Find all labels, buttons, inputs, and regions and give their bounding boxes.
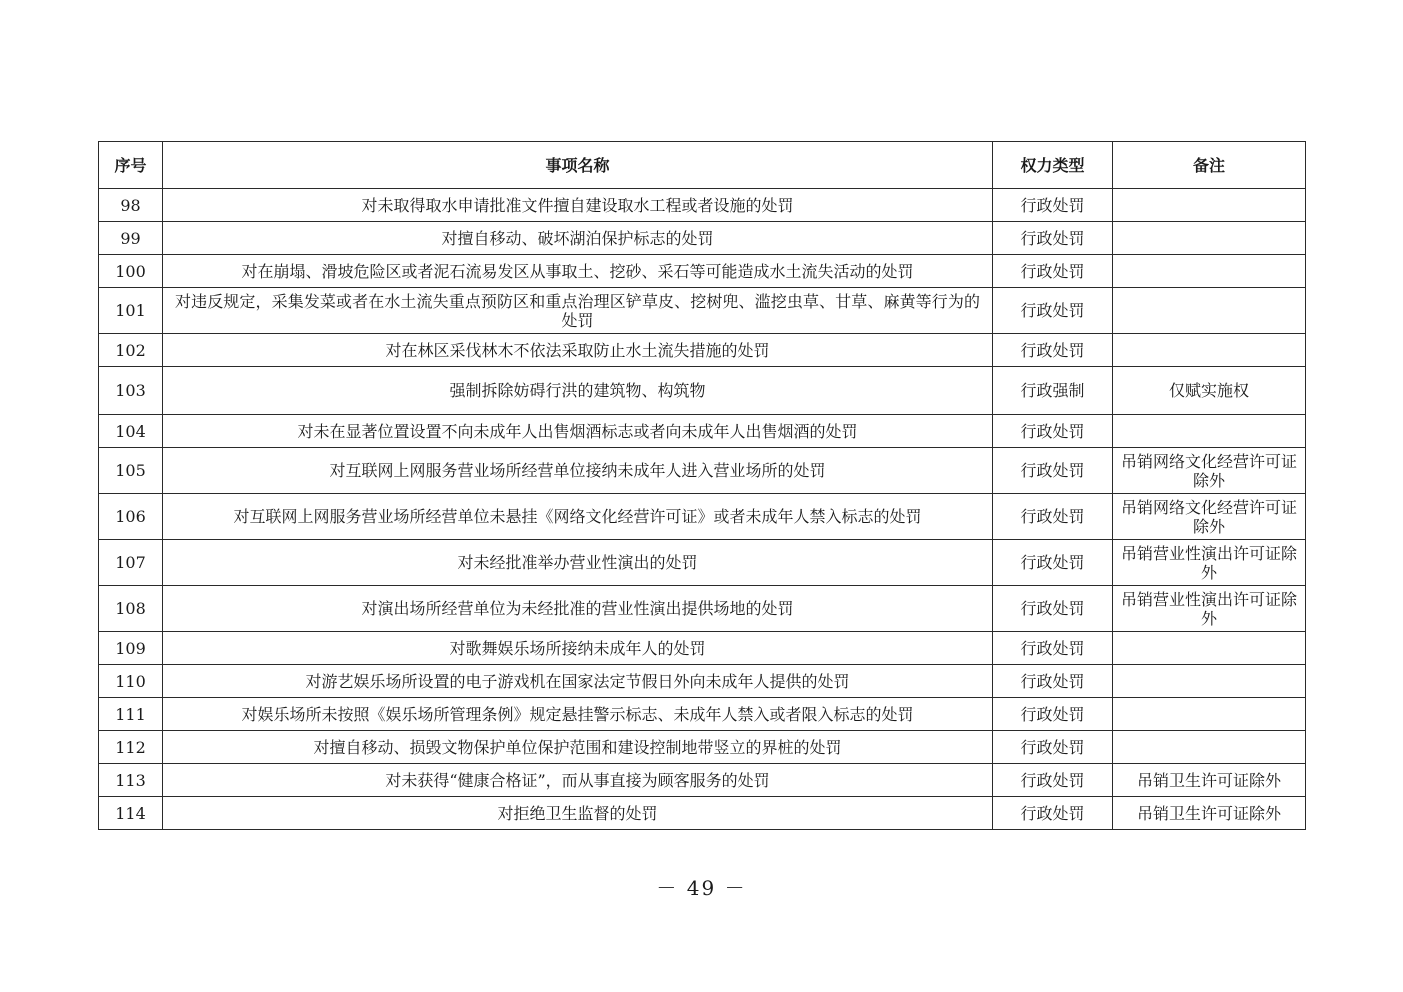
cell-name: 对互联网上网服务营业场所经营单位未悬挂《网络文化经营许可证》或者未成年人禁入标志的处罚: [163, 494, 993, 540]
table-row: [99, 288, 1306, 334]
cell-note: [1113, 665, 1306, 698]
table-row: [99, 764, 1306, 797]
cell-type: 行政处罚: [993, 255, 1113, 288]
cell-type: 行政处罚: [993, 731, 1113, 764]
cell-type: 行政处罚: [993, 632, 1113, 665]
cell-type: 行政处罚: [993, 448, 1113, 494]
cell-no: 99: [99, 222, 163, 255]
table-row: [99, 448, 1306, 494]
cell-note: [1113, 415, 1306, 448]
table-row: [99, 665, 1306, 698]
cell-note: [1113, 255, 1306, 288]
cell-name: 对未经批准举办营业性演出的处罚: [163, 540, 993, 586]
power-list-table-container: [98, 141, 1305, 830]
cell-name: 强制拆除妨碍行洪的建筑物、构筑物: [163, 367, 993, 415]
table-row: [99, 698, 1306, 731]
cell-note: 吊销网络文化经营许可证除外: [1113, 494, 1306, 540]
cell-name: 对未取得取水申请批准文件擅自建设取水工程或者设施的处罚: [163, 189, 993, 222]
cell-no: 98: [99, 189, 163, 222]
cell-no: 108: [99, 586, 163, 632]
cell-no: 105: [99, 448, 163, 494]
cell-type: 行政处罚: [993, 797, 1113, 830]
cell-type: 行政强制: [993, 367, 1113, 415]
cell-name: 对擅自移动、损毁文物保护单位保护范围和建设控制地带竖立的界桩的处罚: [163, 731, 993, 764]
cell-note: 吊销卫生许可证除外: [1113, 797, 1306, 830]
cell-type: 行政处罚: [993, 586, 1113, 632]
cell-note: [1113, 731, 1306, 764]
table-row: [99, 540, 1306, 586]
cell-name: 对游艺娱乐场所设置的电子游戏机在国家法定节假日外向未成年人提供的处罚: [163, 665, 993, 698]
cell-type: 行政处罚: [993, 334, 1113, 367]
cell-no: 112: [99, 731, 163, 764]
cell-note: [1113, 189, 1306, 222]
table-row: [99, 367, 1306, 415]
cell-type: 行政处罚: [993, 540, 1113, 586]
cell-note: 吊销营业性演出许可证除外: [1113, 586, 1306, 632]
cell-no: 104: [99, 415, 163, 448]
cell-type: 行政处罚: [993, 665, 1113, 698]
cell-no: 114: [99, 797, 163, 830]
cell-no: 110: [99, 665, 163, 698]
cell-no: 103: [99, 367, 163, 415]
table-row: [99, 334, 1306, 367]
cell-note: 吊销网络文化经营许可证除外: [1113, 448, 1306, 494]
table-header-row: [99, 142, 1306, 189]
cell-no: 107: [99, 540, 163, 586]
table-row: [99, 189, 1306, 222]
cell-name: 对违反规定，采集发菜或者在水土流失重点预防区和重点治理区铲草皮、挖树兜、滥挖虫草、甘草、麻黄等行为的处罚: [163, 288, 993, 334]
cell-note: 吊销营业性演出许可证除外: [1113, 540, 1306, 586]
cell-name: 对演出场所经营单位为未经批准的营业性演出提供场地的处罚: [163, 586, 993, 632]
cell-type: 行政处罚: [993, 415, 1113, 448]
cell-no: 109: [99, 632, 163, 665]
table-row: [99, 222, 1306, 255]
table-row: [99, 586, 1306, 632]
cell-name: 对在林区采伐林木不依法采取防止水土流失措施的处罚: [163, 334, 993, 367]
table-row: [99, 255, 1306, 288]
cell-name: 对擅自移动、破坏湖泊保护标志的处罚: [163, 222, 993, 255]
cell-note: [1113, 334, 1306, 367]
header-no: 序号: [99, 142, 163, 189]
cell-no: 113: [99, 764, 163, 797]
cell-type: 行政处罚: [993, 698, 1113, 731]
table-row: [99, 632, 1306, 665]
table-row: [99, 415, 1306, 448]
cell-name: 对未在显著位置设置不向未成年人出售烟酒标志或者向未成年人出售烟酒的处罚: [163, 415, 993, 448]
table-row: [99, 494, 1306, 540]
cell-no: 102: [99, 334, 163, 367]
cell-note: [1113, 288, 1306, 334]
cell-type: 行政处罚: [993, 288, 1113, 334]
cell-note: 仅赋实施权: [1113, 367, 1306, 415]
cell-no: 111: [99, 698, 163, 731]
cell-note: [1113, 222, 1306, 255]
power-list-table: [98, 141, 1306, 830]
cell-name: 对未获得“健康合格证”，而从事直接为顾客服务的处罚: [163, 764, 993, 797]
cell-name: 对歌舞娱乐场所接纳未成年人的处罚: [163, 632, 993, 665]
page-number: － 49 －: [656, 876, 747, 900]
cell-type: 行政处罚: [993, 764, 1113, 797]
cell-note: [1113, 698, 1306, 731]
header-note: 备注: [1113, 142, 1306, 189]
cell-no: 100: [99, 255, 163, 288]
cell-no: 106: [99, 494, 163, 540]
cell-no: 101: [99, 288, 163, 334]
cell-name: 对娱乐场所未按照《娱乐场所管理条例》规定悬挂警示标志、未成年人禁入或者限入标志的处罚: [163, 698, 993, 731]
table-row: [99, 731, 1306, 764]
cell-name: 对互联网上网服务营业场所经营单位接纳未成年人进入营业场所的处罚: [163, 448, 993, 494]
table-row: [99, 797, 1306, 830]
cell-name: 对在崩塌、滑坡危险区或者泥石流易发区从事取土、挖砂、采石等可能造成水土流失活动的处罚: [163, 255, 993, 288]
cell-name: 对拒绝卫生监督的处罚: [163, 797, 993, 830]
cell-type: 行政处罚: [993, 494, 1113, 540]
cell-type: 行政处罚: [993, 222, 1113, 255]
cell-note: 吊销卫生许可证除外: [1113, 764, 1306, 797]
header-type: 权力类型: [993, 142, 1113, 189]
cell-type: 行政处罚: [993, 189, 1113, 222]
cell-note: [1113, 632, 1306, 665]
header-name: 事项名称: [163, 142, 993, 189]
